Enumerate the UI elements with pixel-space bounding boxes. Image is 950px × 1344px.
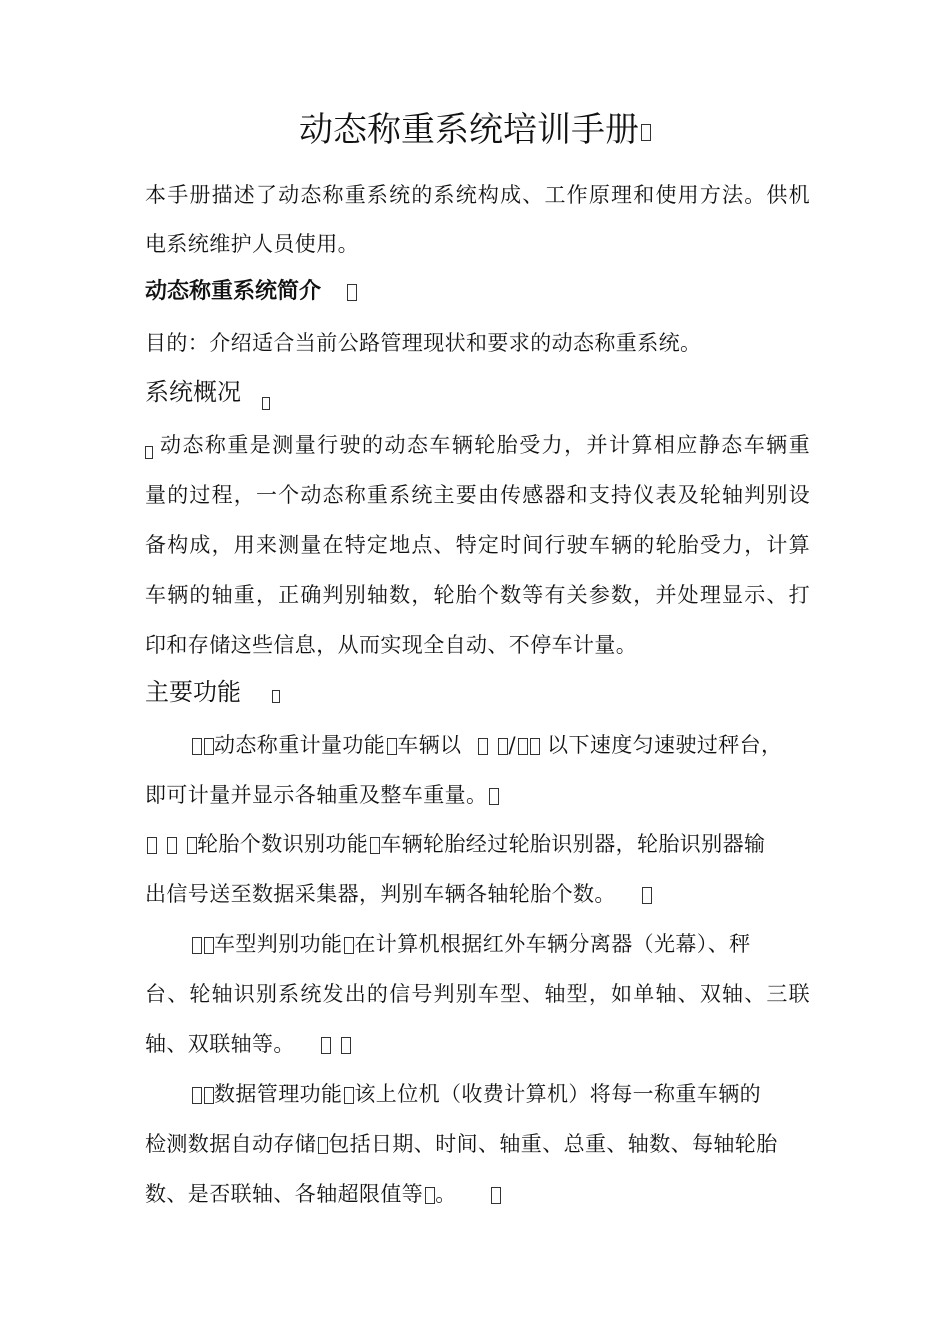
missing-glyph-icon	[498, 738, 508, 755]
missing-glyph-icon	[321, 1037, 331, 1054]
missing-glyph-icon	[192, 937, 202, 954]
function-item-4-line-3: 数、是否联轴、各轴超限值等 。	[145, 1179, 810, 1209]
overview-line-5: 印和存储这些信息，从而实现全自动、不停车计量。	[145, 633, 638, 657]
missing-glyph-icon	[192, 738, 202, 755]
function-item-1-line-2: 即可计量并显示各轴重及整车重量。	[145, 780, 810, 810]
missing-glyph-icon	[167, 837, 177, 854]
missing-glyph-icon	[187, 837, 197, 854]
section-heading-intro: 动态称重系统简介	[145, 277, 357, 307]
missing-glyph-icon	[318, 1137, 328, 1154]
intro-line-2: 电系统维护人员使用。	[145, 232, 359, 256]
missing-glyph-icon	[344, 937, 354, 954]
intro-line-1: 本手册描述了动态称重系统的系统构成、工作原理和使用方法。供机	[145, 183, 810, 207]
function-item-4-line-2: 检测数据自动存储 包括日期、时间、轴重、总重、轴数、每轴轮胎	[145, 1132, 778, 1156]
function-item-3-line-3: 轴、双联轴等。	[145, 1029, 810, 1059]
function-item-4-line-1: 数据管理功能 该上位机（收费计算机）将每一称重车辆的	[190, 1079, 810, 1109]
function-item-2-line-1: 轮胎个数识别功能 车辆轮胎经过轮胎识别器，轮胎识别器输	[145, 829, 810, 859]
function-item-3-line-1: 车型判别功能 在计算机根据红外车辆分离器（光幕）、秤	[190, 929, 810, 959]
missing-glyph-icon	[641, 124, 651, 141]
missing-glyph-icon	[489, 788, 499, 805]
missing-glyph-icon	[370, 837, 380, 854]
missing-glyph-icon	[204, 1087, 214, 1104]
missing-glyph-icon	[147, 837, 157, 854]
overview-line-3: 备构成，用来测量在特定地点、特定时间行驶车辆的轮胎受力，计算	[145, 533, 810, 557]
missing-glyph-icon	[192, 1087, 202, 1104]
missing-glyph-icon	[491, 1187, 501, 1204]
missing-glyph-icon	[478, 738, 488, 755]
missing-glyph-icon	[272, 690, 280, 703]
overview-line-4: 车辆的轴重，正确判别轴数，轮胎个数等有关参数，并处理显示、打	[145, 583, 810, 607]
missing-glyph-icon	[145, 446, 153, 459]
missing-glyph-icon	[204, 937, 214, 954]
document-title: 动态称重系统培训手册	[0, 106, 950, 154]
missing-glyph-icon	[642, 887, 652, 904]
overview-line-1: 动态称重是测量行驶的动态车辆轮胎受力，并计算相应静态车辆重	[160, 433, 810, 457]
section-heading-overview: 系统概况	[145, 378, 241, 406]
missing-glyph-icon	[204, 738, 214, 755]
missing-glyph-icon	[347, 284, 357, 301]
section-heading-functions: 主要功能	[145, 678, 241, 706]
purpose-text: 目的：介绍适合当前公路管理现状和要求的动态称重系统。	[145, 331, 702, 355]
missing-glyph-icon	[262, 397, 270, 410]
missing-glyph-icon	[518, 738, 528, 755]
missing-glyph-icon	[425, 1187, 435, 1204]
missing-glyph-icon	[530, 738, 540, 755]
function-item-3-line-2: 台、轮轴识别系统发出的信号判别车型、轴型，如单轴、双轴、三联	[145, 982, 810, 1006]
missing-glyph-icon	[387, 738, 397, 755]
missing-glyph-icon	[344, 1087, 354, 1104]
function-item-2-line-2: 出信号送至数据采集器，判别车辆各轴轮胎个数。	[145, 879, 810, 909]
missing-glyph-icon	[341, 1037, 351, 1054]
overview-line-2: 量的过程，一个动态称重系统主要由传感器和支持仪表及轮轴判别设	[145, 483, 810, 507]
function-item-1-line-1: 动态称重计量功能 车辆以 / 以下速度匀速驶过秤台，	[190, 730, 810, 760]
